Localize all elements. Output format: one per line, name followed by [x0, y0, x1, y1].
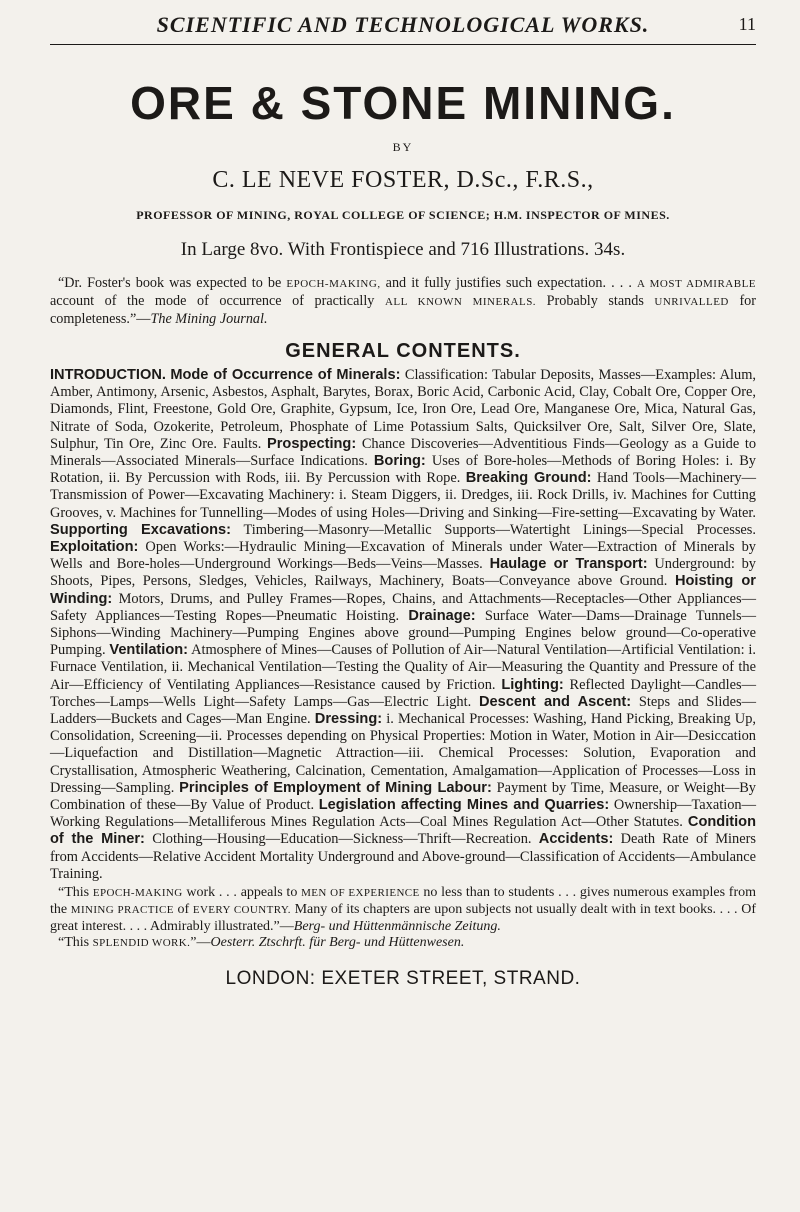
section-text: Payment by Time, Measure, or Weight—By Combination of these—By Value of Product.	[50, 779, 757, 814]
section-text: Open Works:—Hydraulic Mining—Excavation of Minerals under Water—Extraction of Minerals by Wells and Bore-holes—Underground Workings—Beds—Veins—Masses.	[50, 539, 756, 573]
review-emphasis: MINING PRACTICE	[70, 903, 174, 916]
section-heading: Mode of Occurrence of Minerals:	[170, 367, 401, 383]
section-text: i. Mechanical Processes: Washing, Hand Picking, Breaking Up, Consolidation, Screening—ii. Processes depending on Physical Properties: Motion in Water, Motion in Air—Desiccation—Liquefaction and Distillation—Magnetic Attraction—iii. Chemical Processes: Solution, Evaporation and Crystallisation, Atmospheric Weathering, Calcination, Cementation, Amalgamation—Application of Processes—Loss in Dressing—Sampling.	[50, 711, 756, 796]
section-heading: Ventilation:	[109, 642, 189, 659]
quote-text: and it fully justifies such expectation. . . .	[380, 275, 637, 291]
review-source: Berg- und Hüttenmännische Zeitung.	[293, 918, 501, 934]
review-text: work . . . appeals to	[182, 885, 302, 901]
review	[50, 885, 756, 935]
review-text: ”—	[190, 935, 211, 951]
edition-details: In Large 8vo. With Frontispiece and 716 Illustrations. 34s.	[180, 239, 626, 260]
press-quote	[50, 275, 756, 328]
review-emphasis: MEN OF EXPERIENCE	[301, 887, 420, 900]
page-number: 11	[738, 14, 756, 34]
section-heading: Condition of the Miner:	[50, 814, 756, 848]
press-reviews	[50, 885, 756, 952]
review-text: “This	[58, 885, 93, 901]
author-affiliation: PROFESSOR OF MINING, ROYAL COLLEGE OF SCIENCE; H.M. INSPECTOR OF MINES.	[136, 208, 670, 222]
quote-emphasis: ALL KNOWN MINERALS.	[384, 296, 537, 308]
section-heading: INTRODUCTION.	[50, 367, 166, 383]
running-title: SCIENTIFIC AND TECHNOLOGICAL WORKS.	[156, 12, 650, 37]
section-text: Steps and Slides—Ladders—Buckets and Cages—Man Engine.	[50, 693, 756, 728]
section-heading: Dressing:	[314, 711, 383, 728]
publisher-imprint: LONDON: EXETER STREET, STRAND.	[225, 968, 581, 990]
section-text: Death Rate of Miners from Accidents—Relative Accident Mortality Underground and Above-ground—Classification of Accidents—Ambulance Training.	[50, 831, 756, 882]
section-text: Clothing—Housing—Education—Sickness—Thrift—Recreation.	[144, 831, 539, 848]
quote-text: Probably stands	[536, 293, 655, 309]
quote-text: for completeness.”—	[50, 293, 756, 327]
section-text: Chance Discoveries—Adventitious Finds—Geology as a Guide to Minerals—Associated Minerals—Surface Indications.	[50, 435, 757, 470]
review-text: no less than to students . . . gives numerous examples from the	[50, 885, 756, 917]
contents-heading: GENERAL CONTENTS.	[285, 340, 521, 362]
review-emphasis: EVERY COUNTRY.	[192, 903, 291, 916]
review-emphasis: SPLENDID WORK.	[92, 937, 191, 950]
section-heading: Accidents:	[538, 831, 614, 848]
review-source: Oesterr. Ztschrft. für Berg- und Hüttenwesen.	[210, 935, 465, 951]
by-line: BY	[392, 140, 414, 154]
section-heading: Breaking Ground:	[465, 470, 592, 487]
section-text: Ownership—Taxation—Working Regulations—Metalliferous Mines Regulation Acts—Coal Mines Regulation Act—Other Statutes.	[50, 797, 756, 831]
book-title: ORE & STONE MINING.	[130, 77, 676, 129]
section-text: Underground: by Shoots, Pipes, Persons, Sledges, Vehicles, Railways, Machinery, Boats—Conveyance above Ground.	[50, 556, 757, 590]
contents-body	[50, 367, 756, 883]
section-text: Motors, Drums, and Pulley Frames—Ropes, Chains, and Attachments—Receptacles—Other Appliances—Safety Appliances—Testing Ropes—Pneumatic Hoisting.	[50, 590, 756, 624]
review	[50, 935, 756, 952]
section-heading: Legislation affecting Mines and Quarries:	[318, 797, 610, 814]
section-heading: Haulage or Transport:	[489, 556, 648, 573]
quote-text: “Dr. Foster's book was expected to be	[58, 275, 287, 291]
section-text: Hand Tools—Machinery—Transmission of Power—Excavating Machinery: i. Steam Diggers, ii. Dredges, iii. Rock Drills, iv. Machines for Cutting Grooves, v. Machines for Tunnelling—Modes of using Holes—Driving and Sinking—Fire-setting—Excavating by Water.	[50, 470, 756, 521]
section-heading: Prospecting:	[267, 435, 357, 452]
section-heading: Lighting:	[501, 676, 564, 693]
review-text: of	[173, 901, 193, 917]
section-heading: Principles of Employment of Mining Labour:	[179, 779, 492, 796]
section-text: Atmosphere of Mines—Causes of Pollution of Air—Natural Ventilation—Artificial Ventilation: i. Furnace Ventilation, ii. Mechanical Ventilation—Testing the Quality of Air—Measuring the Quantity and Pressure of the Air—Efficiency of Ventilating Appliances—Resistance caused by Friction.	[50, 642, 757, 693]
review-text: Many of its chapters are upon subjects not usually dealt with in text books. . . . Of great interest. . . . Admirably illustrated.”—	[50, 901, 756, 934]
section-text: Surface Water—Dams—Drainage Tunnels—Siphons—Winding Machinery—Pumping Engines above ground—Pumping Engines below ground—Co-operative Pumping.	[50, 607, 756, 659]
section-text: Classification: Tabular Deposits, Masses—Examples: Alum, Amber, Antimony, Arsenic, Asbestos, Asphalt, Barytes, Borax, Boric Acid, Carbonic Acid, Clay, Cobalt Ore, Copper Ore, Diamonds, Flint, Freestone, Gold Ore, Graphite, Gypsum, Ice, Iron Ore, Lead Ore, Manganese Ore, Mica, Natural Gas, Nitrate of Soda, Ozokerite, Petroleum, Phosphate of Lime Potassium Salts, Quicksilver Ore, Salt, Silver Ore, Slate, Sulphur, Tin Ore, Zinc Ore. Faults.	[50, 367, 756, 452]
section-heading: Supporting Excavations:	[50, 521, 232, 538]
section-heading: Drainage:	[408, 607, 476, 624]
quote-source: The Mining Journal.	[150, 311, 268, 327]
quote-emphasis: A MOST ADMIRABLE	[636, 278, 757, 290]
quote-emphasis: EPOCH-MAKING,	[286, 278, 381, 290]
section-text: Reflected Daylight—Candles—Torches—Lamps—Wells Light—Safety Lamps—Gas—Electric Light.	[50, 676, 756, 710]
review-text: “This	[58, 935, 93, 951]
header-rule	[50, 44, 756, 45]
section-heading: Hoisting or Winding:	[50, 573, 756, 607]
running-head	[50, 0, 756, 50]
review-emphasis: EPOCH-MAKING	[92, 887, 183, 900]
section-heading: Exploitation:	[50, 539, 139, 556]
author-name: C. LE NEVE FOSTER, D.Sc., F.R.S.,	[212, 167, 594, 193]
quote-text: account of the mode of occurrence of practically	[50, 293, 385, 309]
section-text: Uses of Bore-holes—Methods of Boring Holes: i. By Rotation, ii. By Percussion with Rods, iii. By Percussion with Rope.	[50, 453, 757, 487]
section-heading: Boring:	[373, 453, 426, 470]
section-text: Timbering—Masonry—Metallic Supports—Watertight Linings—Special Processes.	[231, 521, 756, 538]
quote-emphasis: UNRIVALLED	[654, 296, 729, 308]
section-heading: Descent and Ascent:	[478, 693, 632, 710]
